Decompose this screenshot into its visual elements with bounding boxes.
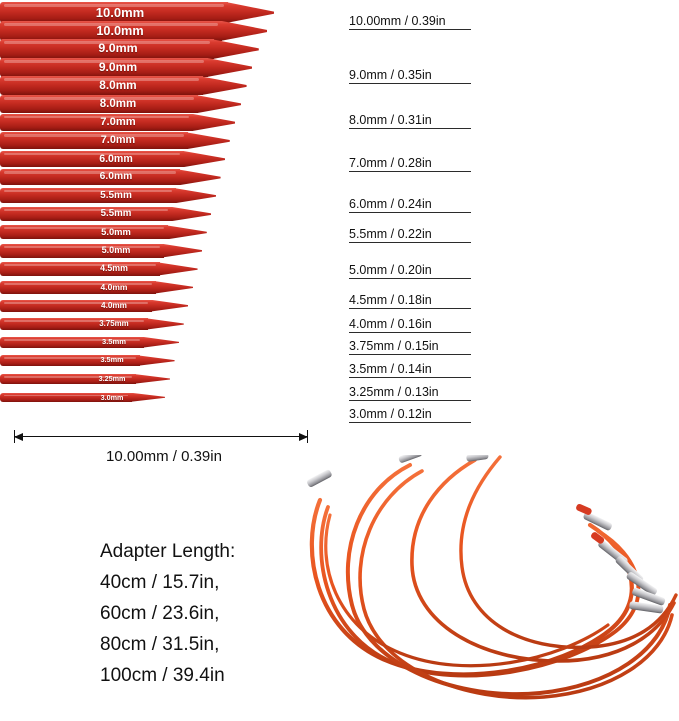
- needle-gloss: [4, 41, 210, 44]
- needle-size-label: 4.0mm: [101, 300, 127, 310]
- needle-gloss: [4, 376, 132, 378]
- needle-tip-right: [201, 76, 247, 95]
- needle-tip-right: [138, 355, 175, 365]
- needle-size-label: 3.5mm: [100, 355, 124, 365]
- cable-adapters-image: [290, 455, 679, 721]
- needle-row: [0, 281, 216, 294]
- needle-row: [0, 76, 263, 95]
- needle-tip-right: [130, 393, 165, 402]
- needle-size-label: 7.0mm: [100, 115, 136, 128]
- needle-tip-right: [142, 337, 179, 348]
- needle-gloss: [4, 209, 168, 211]
- adapter-length-item: 80cm / 31.5in,: [100, 634, 220, 655]
- needle-gloss: [4, 339, 140, 341]
- size-legend-item: 3.5mm / 0.14in: [349, 362, 471, 378]
- needle-body: [0, 262, 160, 275]
- needle-gloss: [4, 246, 160, 248]
- needle-row: [0, 337, 204, 348]
- needle-row: [0, 39, 274, 59]
- needle-tip-right: [150, 300, 188, 312]
- size-legend-item: 4.5mm / 0.18in: [349, 293, 471, 309]
- needle-body: [0, 76, 203, 95]
- needle-size-label: 3.25mm: [98, 374, 126, 383]
- needle-tip-right: [166, 225, 207, 239]
- needle-size-label: 7.0mm: [100, 134, 136, 147]
- needle-gloss: [4, 302, 148, 304]
- needle-body: [0, 95, 198, 113]
- needle-row: [0, 207, 232, 222]
- needle-tip-right: [220, 21, 267, 41]
- needle-tip-right: [162, 244, 202, 258]
- cable-svg: [290, 455, 679, 721]
- needle-tip-right: [178, 169, 221, 185]
- needle-tip-right: [170, 207, 211, 222]
- needle-body: [0, 374, 136, 384]
- size-legend-item: 10.00mm / 0.39in: [349, 14, 471, 30]
- needle-size-label: 5.0mm: [101, 226, 131, 238]
- needle-body: [0, 188, 176, 203]
- needle-size-label: 5.5mm: [100, 207, 132, 219]
- needle-size-label: 8.0mm: [99, 98, 137, 110]
- needle-gloss: [4, 60, 204, 63]
- width-measurement-arrow: [14, 430, 308, 444]
- needle-gloss: [4, 134, 184, 137]
- needle-size-label: 3.5mm: [101, 336, 127, 346]
- needle-row: [0, 374, 196, 384]
- needle-tip-right: [174, 188, 216, 203]
- needle-row: [0, 244, 224, 258]
- needle-row: [0, 132, 248, 149]
- needle-size-label: 10.0mm: [96, 23, 144, 38]
- needle-tip-right: [154, 281, 193, 294]
- needle-tip-right: [186, 132, 230, 149]
- adapter-length-item: 60cm / 23.6in,: [100, 603, 220, 624]
- needle-row: [0, 114, 253, 132]
- needle-row: [0, 188, 236, 203]
- needle-row: [0, 318, 208, 329]
- needle-body: [0, 39, 214, 59]
- needle-gloss: [4, 227, 164, 229]
- needle-size-label: 9.0mm: [98, 41, 138, 56]
- needle-body: [0, 300, 152, 312]
- size-legend-item: 3.75mm / 0.15in: [349, 339, 471, 355]
- needle-body: [0, 244, 164, 258]
- needle-row: [0, 151, 244, 168]
- needle-gloss: [4, 395, 128, 397]
- needle-tip-right: [196, 95, 241, 113]
- size-legend-item: 8.0mm / 0.31in: [349, 113, 471, 129]
- needle-tip-right: [191, 114, 235, 132]
- needle-gloss: [4, 116, 189, 119]
- needle-row: [0, 58, 268, 77]
- measurement-caption: 10.00mm / 0.39in: [106, 448, 222, 465]
- needle-row: [0, 393, 192, 402]
- measure-line: [14, 436, 308, 437]
- measure-arrow-left-icon: [14, 433, 23, 441]
- needle-tip-right: [206, 58, 252, 77]
- needle-row: [0, 262, 220, 275]
- needle-gloss: [4, 264, 156, 266]
- needle-body: [0, 169, 180, 185]
- needle-gloss: [4, 23, 218, 26]
- needle-body: [0, 318, 148, 329]
- needle-size-label: 4.0mm: [100, 282, 128, 292]
- size-legend-item: 5.0mm / 0.20in: [349, 263, 471, 279]
- size-legend-item: 5.5mm / 0.22in: [349, 227, 471, 243]
- size-legend-item: 7.0mm / 0.28in: [349, 156, 471, 172]
- needle-body: [0, 337, 144, 348]
- needle-body: [0, 114, 193, 132]
- adapter-length-item: 100cm / 39.4in: [100, 665, 225, 686]
- needle-size-label: 8.0mm: [99, 78, 137, 93]
- needle-gloss: [4, 153, 180, 156]
- needle-size-stack-image: [0, 0, 330, 425]
- size-legend: [349, 0, 649, 420]
- needle-body: [0, 151, 184, 168]
- needle-size-label: 3.0mm: [100, 392, 124, 402]
- needle-gloss: [4, 78, 199, 81]
- needle-size-label: 5.0mm: [101, 244, 131, 255]
- needle-body: [0, 225, 168, 239]
- needle-gloss: [4, 283, 152, 285]
- needle-row: [0, 169, 240, 185]
- needle-gloss: [4, 4, 224, 7]
- needle-size-label: 5.5mm: [100, 190, 132, 201]
- needle-row: [0, 300, 212, 312]
- needle-body: [0, 58, 208, 77]
- needle-gloss: [4, 190, 172, 192]
- needle-body: [0, 393, 132, 402]
- adapter-length-title: Adapter Length:: [100, 541, 236, 562]
- adapter-length-item: 40cm / 15.7in,: [100, 572, 220, 593]
- measure-arrow-right-icon: [299, 433, 308, 441]
- needle-tip-right: [134, 374, 170, 384]
- needle-gloss: [4, 97, 194, 100]
- needle-row: [0, 355, 200, 365]
- needle-tip-right: [212, 39, 259, 59]
- needle-body: [0, 207, 172, 222]
- needle-body: [0, 281, 156, 294]
- needle-tip-right: [146, 318, 184, 329]
- needle-tip-right: [158, 262, 198, 275]
- needle-size-label: 10.0mm: [95, 5, 145, 20]
- needle-body: [0, 21, 222, 41]
- needle-gloss: [4, 320, 144, 322]
- size-legend-item: 4.0mm / 0.16in: [349, 317, 471, 333]
- needle-size-label: 9.0mm: [98, 59, 138, 74]
- needle-row: [0, 225, 228, 239]
- needle-tip-right: [182, 151, 225, 168]
- size-legend-item: 3.25mm / 0.13in: [349, 385, 471, 401]
- needle-body: [0, 132, 188, 149]
- needle-gloss: [4, 171, 176, 174]
- needle-row: [0, 21, 282, 41]
- size-legend-item: 6.0mm / 0.24in: [349, 197, 471, 213]
- needle-body: [0, 355, 140, 365]
- needle-size-label: 3.75mm: [99, 319, 129, 329]
- needle-size-label: 6.0mm: [99, 152, 133, 165]
- needle-size-label: 4.5mm: [100, 263, 128, 274]
- needle-gloss: [4, 357, 136, 359]
- size-legend-item: 9.0mm / 0.35in: [349, 68, 471, 84]
- size-legend-item: 3.0mm / 0.12in: [349, 407, 471, 423]
- needle-row: [0, 95, 258, 113]
- needle-size-label: 6.0mm: [99, 171, 133, 183]
